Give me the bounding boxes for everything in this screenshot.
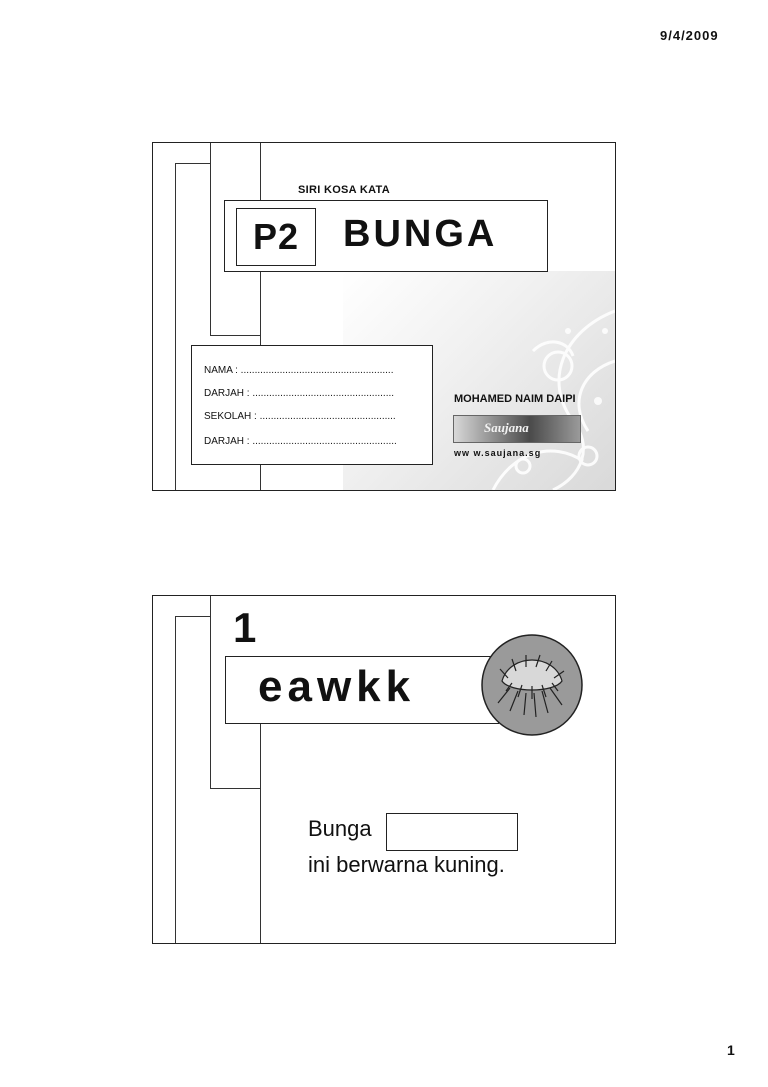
page-number: 1 [727, 1042, 735, 1058]
logo-text: Saujana [484, 420, 529, 435]
sentence-start: Bunga [308, 816, 372, 841]
chrysanthemum-icon [480, 633, 584, 742]
website-link[interactable]: ww w.saujana.sg [454, 448, 542, 458]
field-darjah[interactable]: DARJAH : ................................................... [204, 388, 395, 399]
saujana-logo [453, 415, 581, 443]
slide-title [152, 142, 616, 491]
student-info-form [191, 345, 433, 465]
level-label: P2 [236, 208, 316, 266]
item-number: 1 [233, 604, 257, 651]
author-name: MOHAMED NAIM DAIPI [454, 393, 576, 405]
field-darjah-2[interactable]: DARJAH : .................................................... [204, 436, 397, 447]
field-sekolah[interactable]: SEKOLAH : ................................................. [204, 411, 396, 422]
scrambled-word: eawkk [258, 662, 416, 711]
topic-title: BUNGA [343, 213, 498, 255]
page-date: 9/4/2009 [660, 28, 719, 43]
slide-word-1 [152, 595, 616, 944]
field-nama[interactable]: NAMA : ....................................................... [204, 365, 394, 376]
series-label: SIRI KOSA KATA [298, 184, 390, 196]
sentence-end: ini berwarna kuning. [308, 852, 505, 877]
answer-blank[interactable] [386, 813, 518, 851]
